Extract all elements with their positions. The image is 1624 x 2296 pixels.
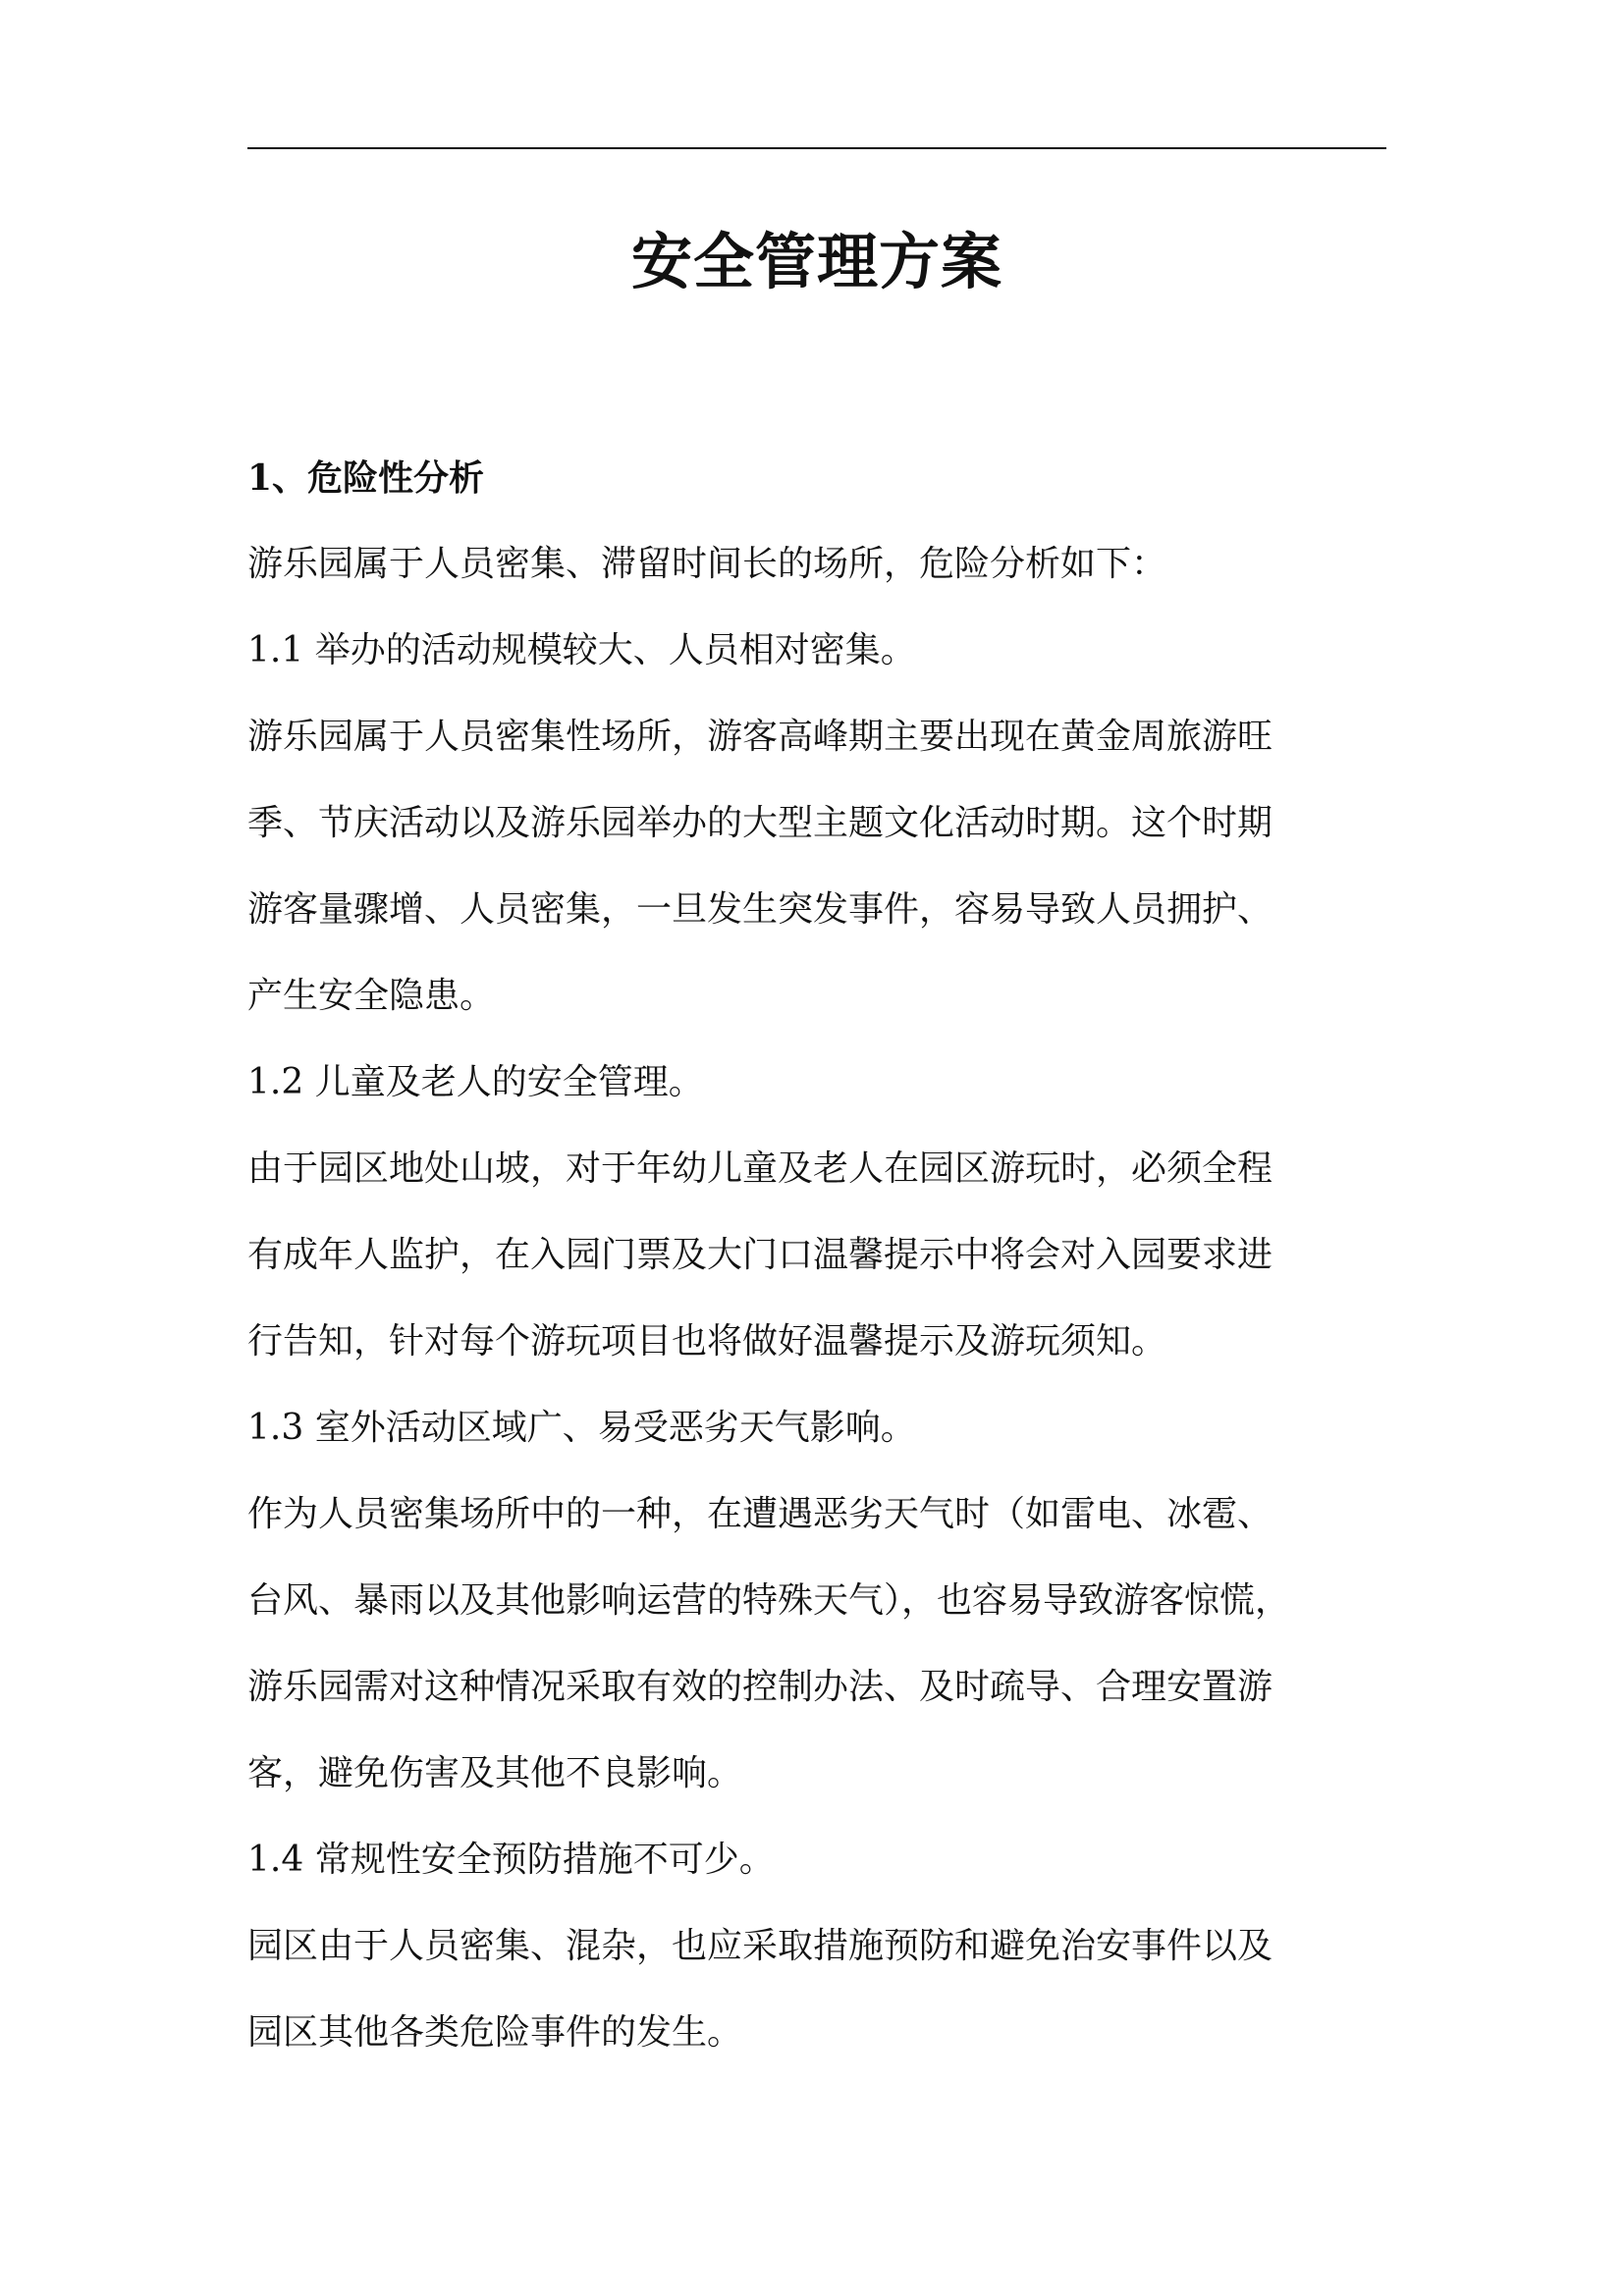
paragraph-line: 有成年人监护，在入园门票及大门口温馨提示中将会对入园要求进	[247, 1235, 1273, 1275]
section-intro: 游乐园属于人员密集、滞留时间长的场所，危险分析如下：	[247, 544, 1167, 584]
paragraph-line: 产生安全隐患。	[247, 976, 496, 1016]
paragraph-line: 台风、暴雨以及其他影响运营的特殊天气），也容易导致游客惊慌，	[247, 1580, 1291, 1621]
paragraph-line: 季、节庆活动以及游乐园举办的大型主题文化活动时期。这个时期	[247, 803, 1273, 843]
paragraph-line: 作为人员密集场所中的一种，在遭遇恶劣天气时（如雷电、冰雹、	[247, 1494, 1273, 1534]
header-rule	[247, 147, 1386, 149]
subsection-heading-1-3: 1.3 室外活动区域广、易受恶劣天气影响。	[247, 1408, 916, 1448]
paragraph-line: 园区由于人员密集、混杂，也应采取措施预防和避免治安事件以及	[247, 1926, 1273, 1966]
section-heading: 1、危险性分析	[247, 457, 485, 499]
paragraph-line: 园区其他各类危险事件的发生。	[247, 2012, 743, 2053]
document-body	[247, 435, 1401, 2076]
subsection-heading-1-1: 1.1 举办的活动规模较大、人员相对密集。	[247, 630, 916, 670]
paragraph-line: 游乐园需对这种情况采取有效的控制办法、及时疏导、合理安置游	[247, 1667, 1273, 1707]
paragraph-line: 由于园区地处山坡，对于年幼儿童及老人在园区游玩时，必须全程	[247, 1148, 1273, 1189]
paragraph-line: 游乐园属于人员密集性场所，游客高峰期主要出现在黄金周旅游旺	[247, 717, 1273, 757]
subsection-heading-1-2: 1.2 儿童及老人的安全管理。	[247, 1062, 704, 1102]
paragraph-line: 客，避免伤害及其他不良影响。	[247, 1753, 743, 1793]
subsection-heading-1-4: 1.4 常规性安全预防措施不可少。	[247, 1840, 775, 1880]
paragraph-line: 行告知，针对每个游玩项目也将做好温馨提示及游玩须知。	[247, 1321, 1167, 1362]
paragraph-line: 游客量骤增、人员密集，一旦发生突发事件，容易导致人员拥护、	[247, 889, 1273, 930]
document-title: 安全管理方案	[630, 226, 1002, 297]
